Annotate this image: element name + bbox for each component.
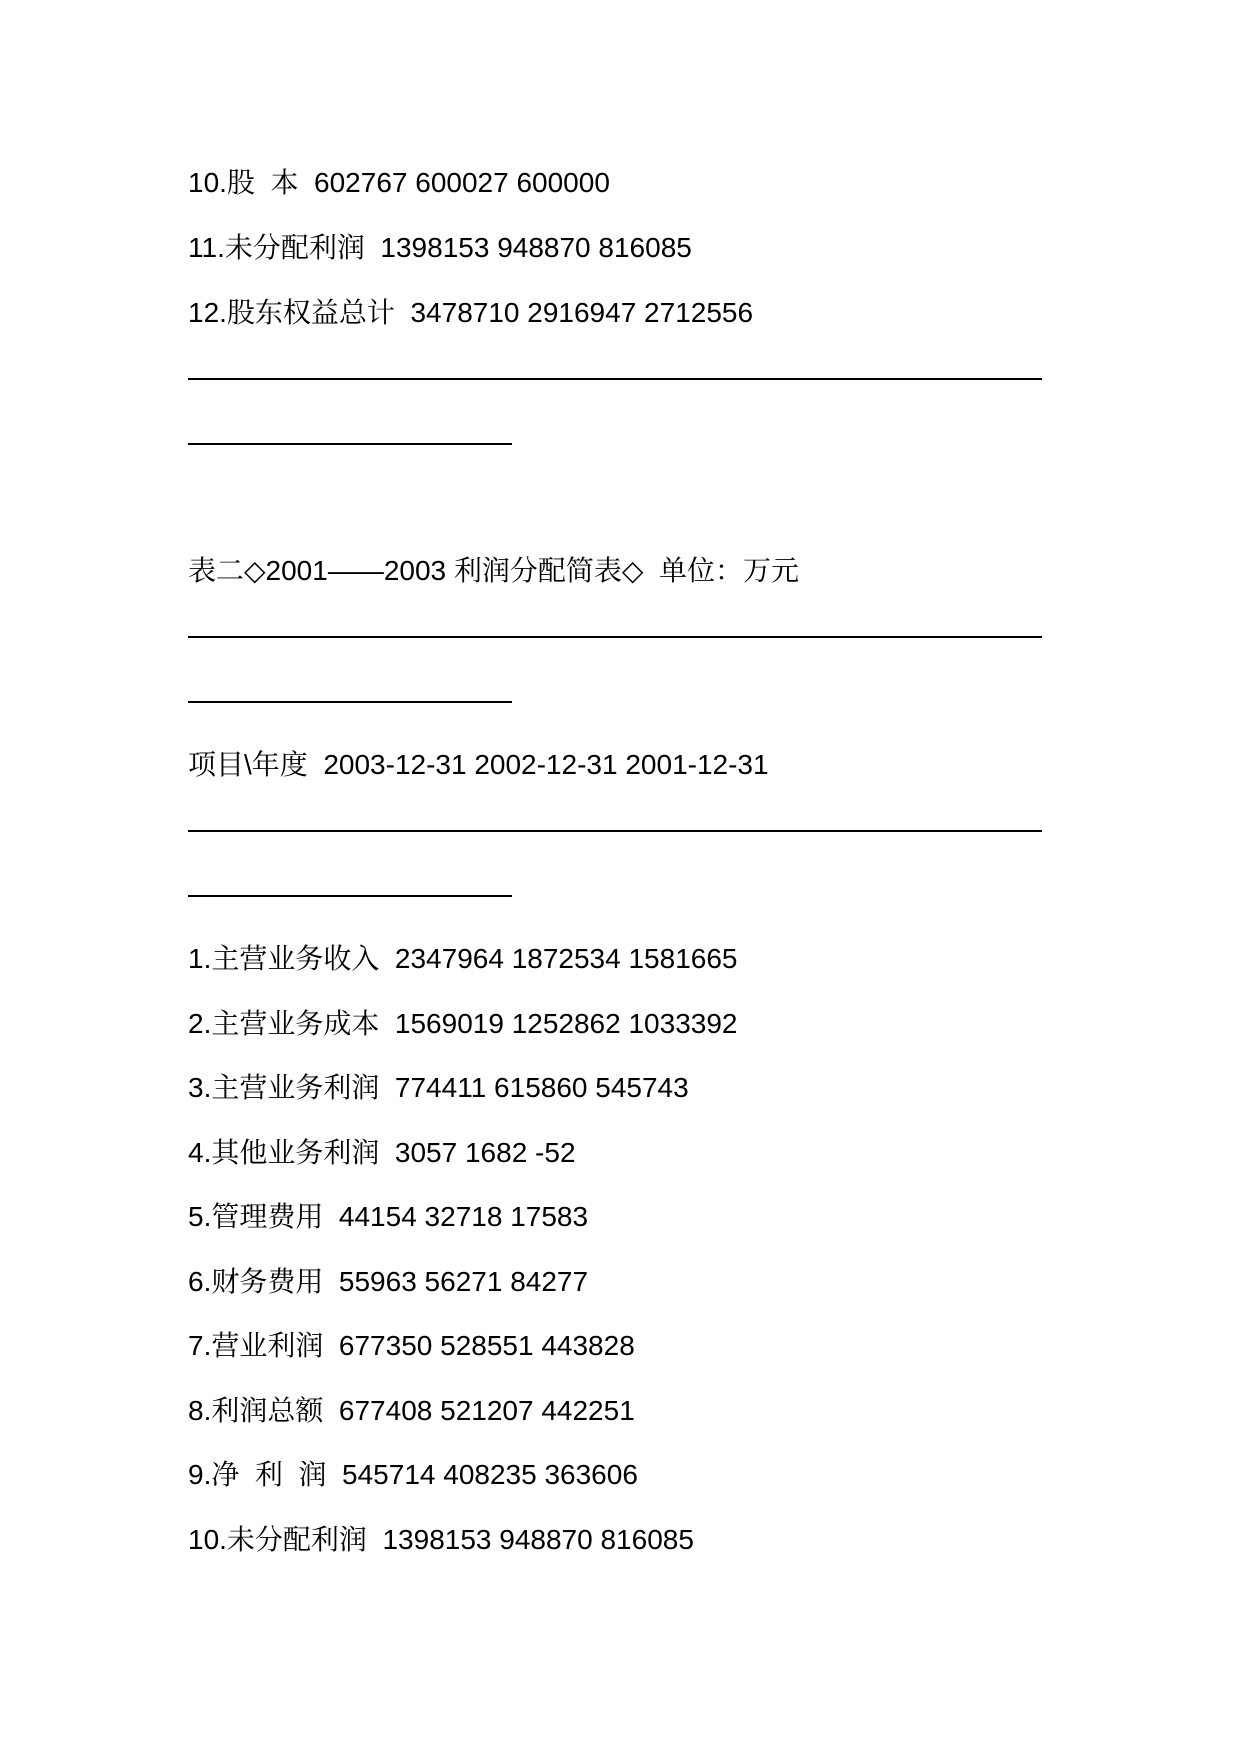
divider-line	[188, 830, 1042, 832]
table2-row: 8.利润总额 677408 521207 442251	[188, 1395, 635, 1426]
table2-row: 4.其他业务利润 3057 1682 -52	[188, 1137, 576, 1168]
table2-row: 9.净 利 润 545714 408235 363606	[188, 1459, 638, 1490]
divider-line-short	[188, 701, 512, 703]
table1-row-total-equity: 12.股东权益总计 3478710 2916947 2712556	[188, 297, 754, 328]
table2-row: 1.主营业务收入 2347964 1872534 1581665	[188, 943, 738, 974]
table2-row: 6.财务费用 55963 56271 84277	[188, 1266, 589, 1297]
table2-row: 5.管理费用 44154 32718 17583	[188, 1201, 589, 1232]
table2-row: 2.主营业务成本 1569019 1252862 1033392	[188, 1008, 738, 1039]
table2-header-row: 项目\年度 2003-12-31 2002-12-31 2001-12-31	[188, 749, 769, 780]
divider-line	[188, 378, 1042, 380]
divider-line	[188, 636, 1042, 638]
divider-line-short	[188, 895, 512, 897]
table2-row: 7.营业利润 677350 528551 443828	[188, 1330, 635, 1361]
table1-row-undistributed-profit: 11.未分配利润 1398153 948870 816085	[188, 232, 692, 263]
table2-row: 3.主营业务利润 774411 615860 545743	[188, 1072, 689, 1103]
table2-row: 10.未分配利润 1398153 948870 816085	[188, 1524, 694, 1555]
table2-title: 表二◇2001——2003 利润分配简表◇ 单位：万元	[188, 555, 799, 586]
table1-row-share-capital: 10.股 本 602767 600027 600000	[188, 167, 610, 198]
divider-line-short	[188, 443, 512, 445]
